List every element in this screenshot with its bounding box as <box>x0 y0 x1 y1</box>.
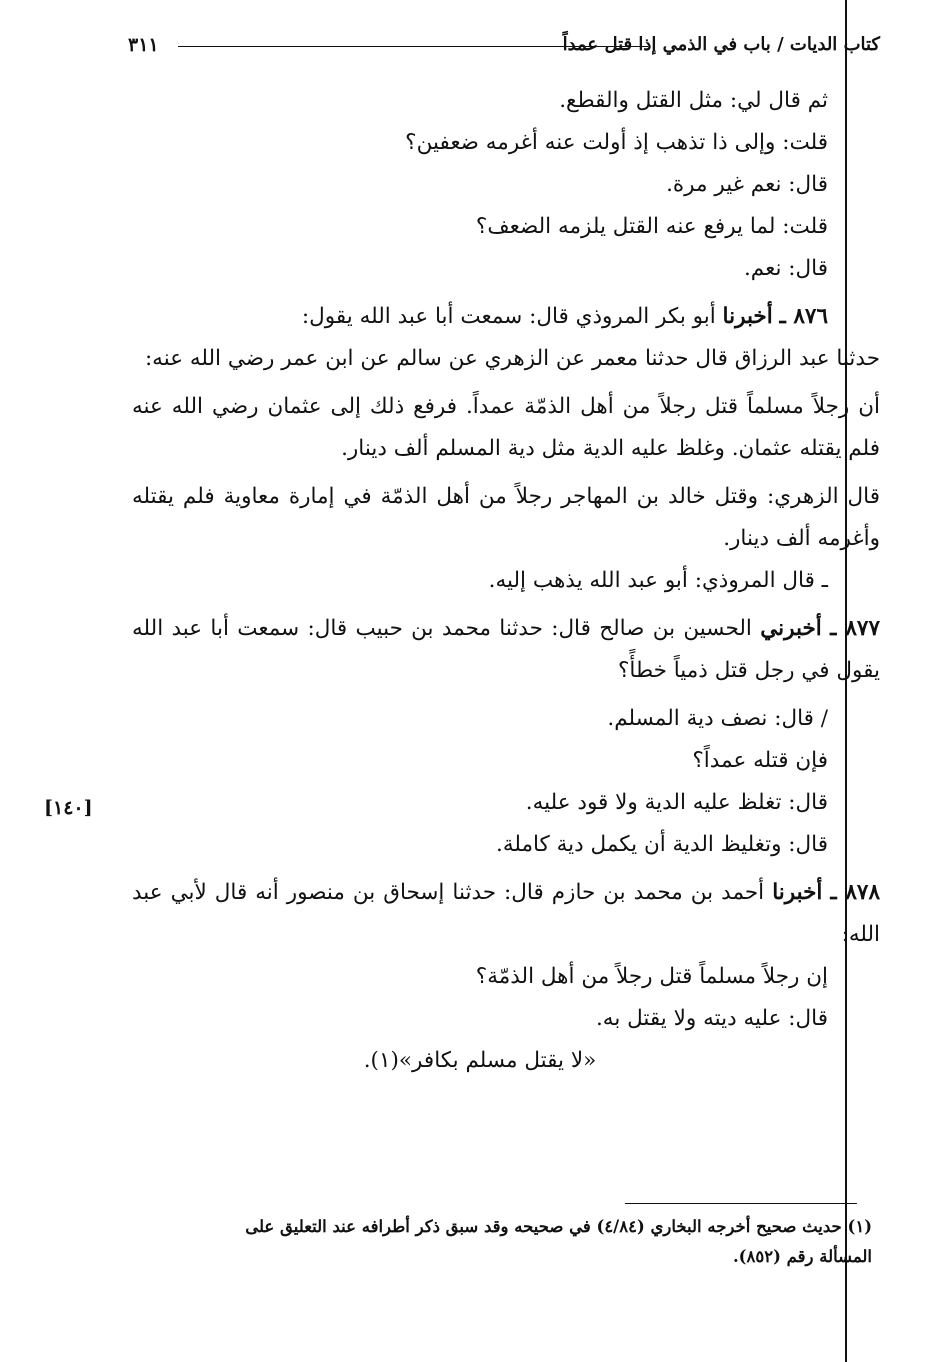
text-line: قلت: لما يرفع عنه القتل يلزمه الضعف؟ <box>475 214 828 239</box>
text-line: قال: نعم غير مرة. <box>666 172 828 197</box>
text-line: / قال: نصف دية المسلم. <box>607 706 828 731</box>
report-chain: الحسين بن صالح قال: حدثنا محمد بن حبيب قال: سمعت أبا عبد الله يقول في رجل قتل ذمياً خطأً؟ <box>132 616 880 683</box>
text-line: قال: وتغليظ الدية أن يكمل دية كاملة. <box>496 832 828 857</box>
report-876-heading <box>132 296 828 338</box>
header-title: كتاب الديات / باب في الذمي إذا قتل عمداً <box>562 34 880 55</box>
report-chain: أحمد بن محمد بن حازم قال: حدثنا إسحاق بن منصور أنه قال لأبي عبد الله: <box>132 880 880 947</box>
footnote-line: المسألة رقم (٨٥٢). <box>732 1247 872 1266</box>
footnote-rule <box>625 1203 857 1204</box>
report-876-para: قال الزهري: وقتل خالد بن المهاجر رجلاً من أهل الذمّة في إمارة معاوية فلم يقتله وأغرمه ألف دينار. <box>132 484 880 551</box>
text-line: قال: تغلظ عليه الدية ولا قود عليه. <box>525 790 828 815</box>
hadith-quote: «لا يقتل مسلم بكافر»(١). <box>363 1048 597 1073</box>
report-876-text: حدثنا عبد الرزاق قال حدثنا معمر عن الزهري عن سالم عن ابن عمر رضي الله عنه: <box>144 346 880 371</box>
text-line: قال: عليه ديته ولا يقتل به. <box>595 1006 828 1031</box>
folio-marker: [١٤٠] <box>44 797 93 819</box>
report-number: ٨٧٨ ـ <box>830 880 880 905</box>
report-878-heading <box>132 872 880 956</box>
report-chain: أبو بكر المروذي قال: سمعت أبا عبد الله يقول: <box>301 304 716 329</box>
footnote <box>122 1212 872 1272</box>
footnote-line: (١) حديث صحيح أخرجه البخاري (٤/٨٤) في صحيحه وقد سبق ذكر أطرافه عند التعليق على <box>245 1217 872 1236</box>
report-number: ٨٧٦ ـ <box>779 304 828 329</box>
text-line: قلت: وإلى ذا تذهب إذ أولت عنه أغرمه ضعفين؟ <box>405 130 828 155</box>
report-876-para: أن رجلاً مسلماً قتل رجلاً من أهل الذمّة عمداً. فرفع ذلك إلى عثمان رضي الله عنه فلم يقتله عثمان. وغلظ عليه الدية مثل دية المسلم ألف دينار. <box>132 394 880 461</box>
report-876-para: ـ قال المروذي: أبو عبد الله يذهب إليه. <box>488 568 828 593</box>
report-877-heading <box>132 608 880 692</box>
text-line: ثم قال لي: مثل القتل والقطع. <box>559 88 828 113</box>
text-line: قال: نعم. <box>743 256 828 281</box>
report-keyword: أخبرني <box>760 616 822 641</box>
running-header <box>128 30 880 64</box>
page-number: ٣١١ <box>128 34 159 56</box>
text-line: إن رجلاً مسلماً قتل رجلاً من أهل الذمّة؟ <box>475 964 828 989</box>
report-number: ٨٧٧ ـ <box>830 616 880 641</box>
report-keyword: أخبرنا <box>722 304 773 329</box>
main-text <box>132 80 880 1082</box>
report-keyword: أخبرنا <box>772 880 823 905</box>
text-line: فإن قتله عمداً؟ <box>692 748 828 773</box>
